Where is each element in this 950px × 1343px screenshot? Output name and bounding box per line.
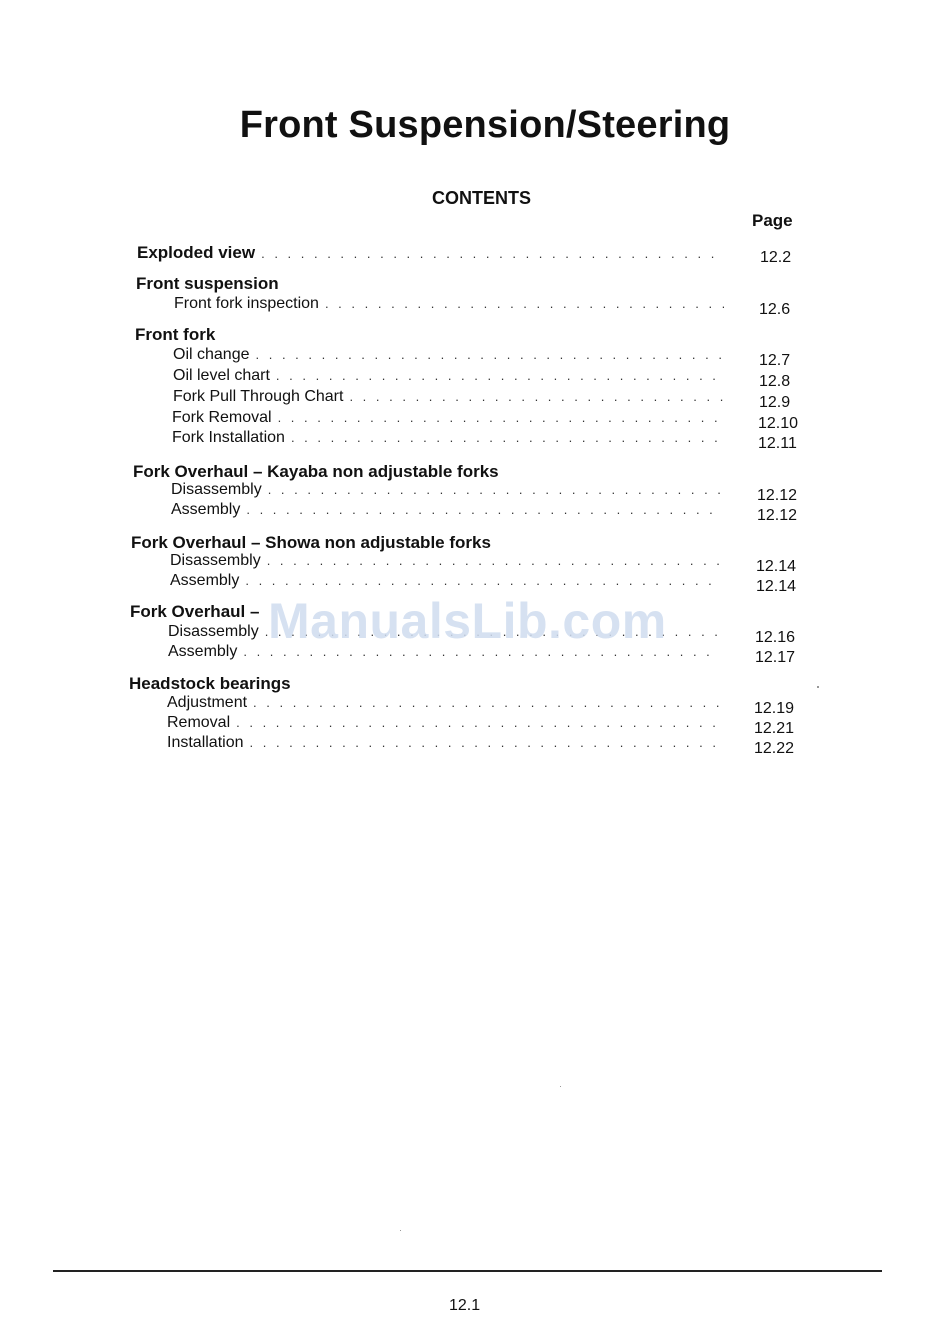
- dot-leader: [268, 482, 722, 497]
- scan-speck: [400, 1230, 401, 1231]
- toc-entry-fork-pull-through-chart[interactable]: [173, 388, 791, 411]
- entry-label: Disassembly: [171, 481, 262, 498]
- entry-page-number: 12.6: [759, 301, 791, 318]
- toc-entry-exploded-view[interactable]: [137, 243, 792, 266]
- toc-entry-kayaba-disassembly[interactable]: [171, 481, 798, 504]
- dot-leader: [349, 389, 723, 404]
- entry-label: Front fork inspection: [174, 295, 319, 312]
- toc-entry-headstock-adjustment[interactable]: [167, 694, 795, 717]
- entry-label: Disassembly: [170, 552, 261, 569]
- entry-page-number: 12.7: [759, 352, 791, 369]
- entry-label: Assembly: [171, 501, 241, 518]
- section-title-showa-overhaul: Fork Overhaul – Showa non adjustable forks: [131, 533, 491, 552]
- entry-label: Assembly: [168, 643, 238, 660]
- entry-page-number: 12.10: [758, 415, 799, 432]
- scan-speck: [817, 686, 819, 688]
- dot-leader: [253, 695, 719, 710]
- entry-page-number: 12.22: [754, 740, 795, 757]
- entry-page-number: 12.8: [759, 373, 791, 390]
- toc-entry-kayaba-assembly[interactable]: [171, 501, 798, 524]
- entry-label: Adjustment: [167, 694, 248, 711]
- footer-divider: [53, 1270, 882, 1272]
- dot-leader: [291, 430, 722, 445]
- entry-page-number: 12.17: [755, 649, 796, 666]
- entry-label: Oil level chart: [173, 367, 270, 384]
- dot-leader: [256, 347, 724, 362]
- section-title-headstock-bearings: Headstock bearings: [129, 674, 291, 693]
- entry-label: Fork Pull Through Chart: [173, 388, 344, 405]
- entry-label: Fork Removal: [172, 409, 272, 426]
- toc-entry-showa-assembly[interactable]: [170, 572, 797, 595]
- entry-page-number: 12.14: [756, 558, 797, 575]
- toc-entry-front-fork-inspection[interactable]: [174, 295, 791, 318]
- dot-leader: [261, 246, 725, 261]
- page-title: Front Suspension/Steering: [239, 104, 731, 146]
- entry-page-number: 12.11: [758, 435, 797, 452]
- entry-page-number: 12.2: [760, 249, 792, 266]
- dot-leader: [246, 502, 722, 517]
- entry-page-number: 12.19: [754, 700, 795, 717]
- entry-page-number: 12.9: [759, 394, 791, 411]
- entry-label: Assembly: [170, 572, 240, 589]
- entry-label: Removal: [167, 714, 231, 731]
- dot-leader: [267, 553, 721, 568]
- watermark: ManualsLib.com: [268, 593, 667, 649]
- section-title-kayaba-overhaul: Fork Overhaul – Kayaba non adjustable forks: [133, 462, 499, 481]
- dot-leader: [325, 296, 724, 311]
- entry-page-number: 12.12: [757, 487, 798, 504]
- toc-entry-oil-level-chart[interactable]: [173, 367, 791, 390]
- entry-page-number: 12.14: [756, 578, 797, 595]
- entry-label: Disassembly: [168, 623, 259, 640]
- toc-entry-fork-removal[interactable]: [172, 409, 799, 432]
- scan-speck: [560, 1086, 561, 1087]
- page-column-heading: Page: [752, 211, 793, 230]
- dot-leader: [278, 410, 722, 425]
- dot-leader: [245, 573, 721, 588]
- dot-leader: [250, 735, 720, 750]
- toc-entry-oil-change[interactable]: [173, 346, 791, 369]
- contents-heading: CONTENTS: [432, 188, 531, 208]
- footer-page-number: 12.1: [449, 1297, 481, 1314]
- toc-entry-showa-disassembly[interactable]: [170, 552, 797, 575]
- entry-page-number: 12.16: [755, 629, 796, 646]
- toc-entry-headstock-removal[interactable]: [167, 714, 795, 737]
- entry-label: Fork Installation: [172, 429, 285, 446]
- section-title-front-fork: Front fork: [135, 325, 216, 344]
- section-title-front-suspension: Front suspension: [136, 274, 279, 293]
- section-title-adjustable-overhaul: Fork Overhaul –: [130, 602, 260, 621]
- toc-entry-fork-installation[interactable]: [172, 429, 797, 452]
- toc-entry-headstock-installation[interactable]: [167, 734, 795, 757]
- dot-leader: [276, 368, 723, 383]
- entry-page-number: 12.12: [757, 507, 798, 524]
- entry-label: Oil change: [173, 346, 250, 363]
- entry-page-number: 12.21: [754, 720, 795, 737]
- dot-leader: [236, 715, 719, 730]
- entry-label: Installation: [167, 734, 244, 751]
- entry-label: Exploded view: [137, 243, 256, 262]
